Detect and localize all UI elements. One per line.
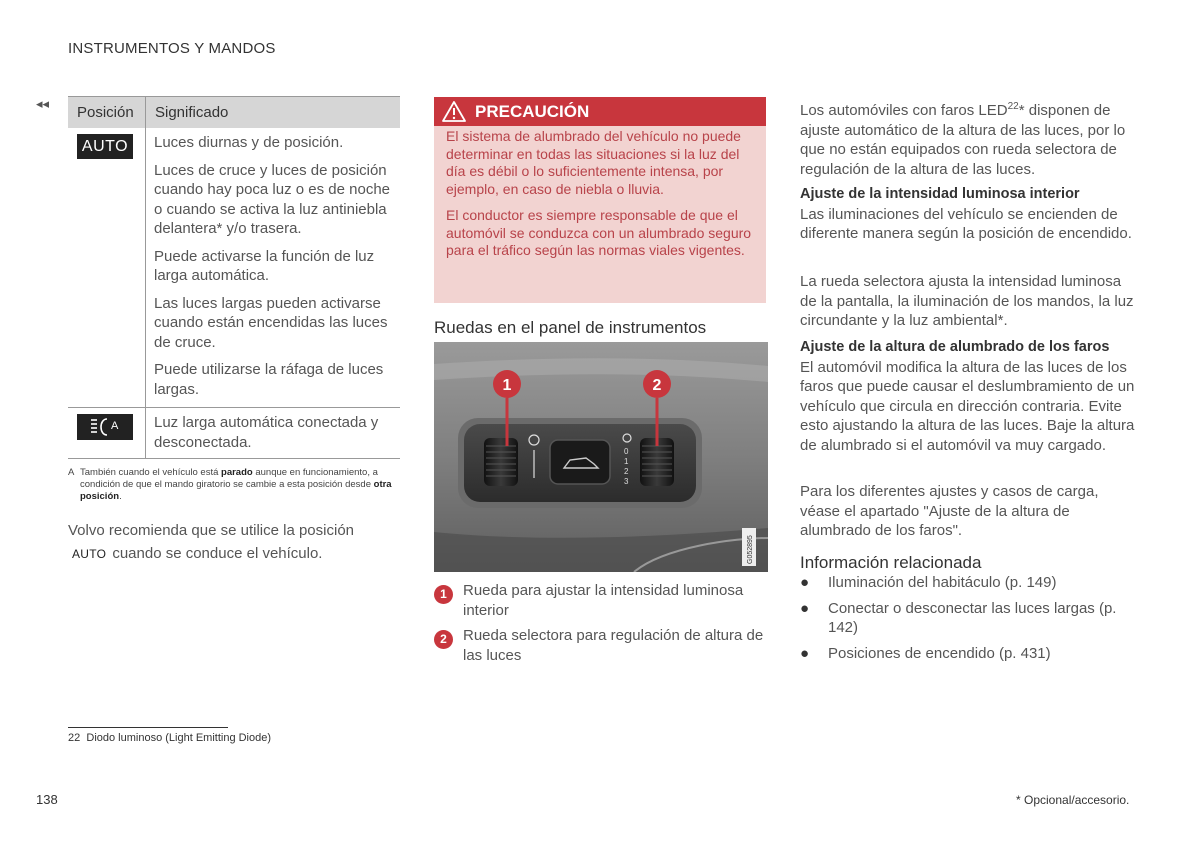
- table-footnote: A También cuando el vehículo está parado aunque en funcionamiento, a condición de que el mando giratorio se cambie a esta posición desde otra posición.: [68, 467, 392, 502]
- row-text: Luces de cruce y luces de posición cuando hay poca luz o es de noche o cuando se activa la luz antiniebla delantera* y/o trasera.: [154, 161, 391, 237]
- caption-item: [434, 581, 768, 620]
- headlight-section: [800, 338, 1135, 455]
- footnote-divider: [68, 727, 228, 728]
- footnote-marker: A: [68, 467, 75, 478]
- warning-triangle-icon: [442, 101, 466, 122]
- optional-note: * Opcional/accesorio.: [1016, 793, 1130, 807]
- scale-mark: 0: [624, 447, 629, 456]
- row-text: Las luces largas pueden activarse cuando están encendidas las luces de cruce.: [154, 294, 388, 351]
- body-paragraph: La rueda selectora ajusta la intensidad luminosa de la pantalla, la iluminación de los mandos, la luz circundante y la luz ambiental*.: [800, 273, 1134, 329]
- scale-mark: 1: [624, 457, 629, 466]
- interior-section: [800, 185, 1135, 244]
- led-intro-paragraph: Los automóviles con faros LED$^{22}$* disponen de ajuste automático de la altura de las luces, por lo que no están equipados con rueda selectora de regulación de la altura de las luces.: [800, 101, 1126, 178]
- body-paragraph: Para los diferentes ajustes y casos de carga, véase el apartado "Ajuste de la altura de alumbrado de los faros".: [800, 483, 1099, 539]
- section-heading: Ajuste de la altura de alumbrado de los faros: [800, 339, 1110, 355]
- page-number: 138: [36, 792, 58, 807]
- caution-title: PRECAUCIÓN: [475, 102, 590, 121]
- table-header-meaning: Significado: [146, 97, 401, 129]
- related-list: [800, 573, 1135, 669]
- back-arrows-icon[interactable]: ◂◂: [36, 96, 50, 111]
- auto-symbol-icon: AUTO: [72, 547, 107, 561]
- caution-paragraph: El sistema de alumbrado del vehículo no puede determinar en todas las situaciones si la luz del día es débil o lo suficientemente intensa, por ejemplo, en caso de niebla o lluvia.: [446, 128, 741, 197]
- row-text: Luces diurnas y de posición.: [154, 134, 344, 151]
- instrument-panel-photo: [434, 342, 768, 572]
- beam-letter: A: [111, 420, 119, 432]
- related-title: Información relacionada: [800, 553, 982, 572]
- section-header: INSTRUMENTOS Y MANDOS: [68, 40, 276, 57]
- caption-number: 2: [434, 630, 453, 649]
- callout-1: 1: [502, 377, 512, 394]
- scale-mark: 3: [624, 477, 629, 486]
- auto-high-beam-icon: [77, 414, 133, 440]
- scale-mark: 2: [624, 467, 629, 476]
- table-row: [68, 408, 400, 459]
- section-heading: Ajuste de la intensidad luminosa interior: [800, 186, 1080, 202]
- callout-2: 2: [652, 377, 662, 394]
- related-link[interactable]: ● Conectar o desconectar las luces largas (p. 142): [800, 599, 1117, 636]
- related-link[interactable]: ● Posiciones de encendido (p. 431): [800, 644, 1051, 662]
- body-paragraph: Las iluminaciones del vehículo se encienden de diferente manera según la posición de encendido.: [800, 205, 1132, 242]
- row-text: Puede activarse la función de luz larga automática.: [154, 247, 375, 284]
- body-paragraph: El automóvil modifica la altura de las luces de los faros que puede causar el deslumbramiento de un vehículo que circula en dirección contraria. Evite esto ajustando la altura de las luces. Baje la altura de alumbrado si el automóvil va muy cargado.: [800, 358, 1135, 454]
- caution-header: [434, 97, 766, 126]
- caution-paragraph: El conductor es siempre responsable de que el automóvil se conduzca con un alumbrado seguro para el tráfico según las normas viales vigentes.: [446, 207, 752, 258]
- wheels-title: Ruedas en el panel de instrumentos: [434, 318, 707, 337]
- footnote-ref: 22: [1007, 101, 1019, 112]
- footnote-22: 22 Diodo luminoso (Light Emitting Diode): [68, 732, 272, 744]
- image-code: G052895: [747, 535, 754, 564]
- related-link[interactable]: ● Iluminación del habitáculo (p. 149): [800, 574, 1057, 591]
- row-text: Luz larga automática conectada y desconectada.: [154, 414, 379, 451]
- caption-text: Rueda para ajustar la intensidad luminosa interior: [463, 582, 744, 619]
- caption-text: Rueda selectora para regulación de altura de las luces: [463, 627, 764, 664]
- recommendation-text: Volvo recomienda que se utilice la posición AUTO cuando se conduce el vehículo.: [68, 522, 355, 562]
- table-header-position: Posición: [68, 97, 146, 129]
- caution-box: [434, 97, 766, 303]
- caption-item: [434, 626, 768, 665]
- caption-number: 1: [434, 585, 453, 604]
- auto-symbol-icon: AUTO: [77, 134, 133, 159]
- row-text: Puede utilizarse la ráfaga de luces largas.: [154, 361, 384, 398]
- table-row: [68, 128, 400, 408]
- position-table: [68, 96, 400, 459]
